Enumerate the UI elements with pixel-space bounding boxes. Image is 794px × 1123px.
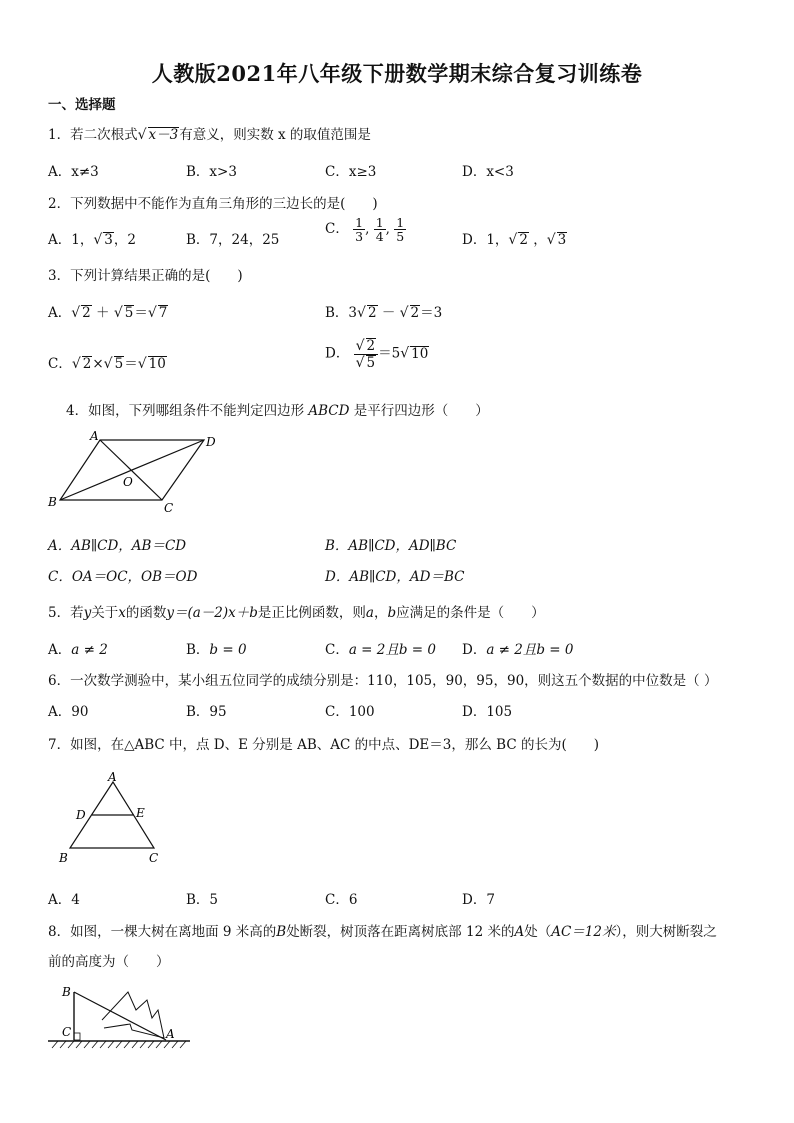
triangle-figure: [50, 770, 170, 870]
label-c: C: [164, 501, 174, 515]
page-title: 人教版2021年八年级下册数学期末综合复习训练卷: [151, 61, 643, 86]
q2-option-a: A．1，√ 3，2: [48, 232, 136, 248]
q6-option-c: C．100: [325, 704, 375, 720]
parallelogram-figure: [44, 428, 234, 518]
q4-option-d: D．AB∥CD，AD＝BC: [325, 569, 465, 585]
label-c: C: [149, 851, 159, 865]
q4-option-c: C．OA＝OC，OB＝OD: [48, 569, 198, 585]
label-d: D: [76, 808, 86, 822]
radicand: x－3: [148, 127, 179, 143]
q5-option-b: B．b = 0: [186, 642, 247, 658]
question-1-stem: 1．若二次根式√ x－3有意义，则实数 x 的取值范围是: [48, 127, 371, 143]
q5-option-a: A．a ≠ 2: [48, 642, 108, 658]
q6-option-b: B．95: [186, 704, 227, 720]
q3-option-c: C．√ 2×√ 5＝√ 10: [48, 356, 166, 372]
q5-option-d: D．a ≠ 2且b = 0: [462, 642, 574, 658]
q1-option-d: D．x<3: [462, 164, 514, 180]
label-e: E: [136, 806, 145, 820]
question-8-stem-line1: 8．如图，一棵大树在离地面 9 米高的B处断裂，树顶落在距离树底部 12 米的A处（AC＝12米），则大树断裂之: [48, 924, 717, 940]
label-d: D: [206, 435, 216, 449]
q2-option-d: D．1，√ 2 ，√ 3: [462, 232, 567, 248]
question-6-stem: 6．一次数学测验中，某小组五位同学的成绩分别是：110，105，90，95，90，则这五个数据的中位数是（ ）: [48, 673, 718, 689]
q5-option-c: C．a = 2且b = 0: [325, 642, 437, 658]
q7-option-c: C．6: [325, 892, 358, 908]
label-o: O: [123, 475, 133, 489]
label-c: C: [62, 1025, 72, 1039]
section-heading: 一、选择题: [48, 97, 116, 113]
q4-option-a: A．AB∥CD，AB＝CD: [48, 538, 187, 554]
q3-option-b: B．3√ 2 － √ 2＝3: [325, 305, 443, 321]
question-8-stem-line2: 前的高度为（ ）: [48, 954, 170, 970]
label-a: A: [166, 1027, 175, 1041]
q1-option-b: B．x>3: [186, 164, 237, 180]
question-3-stem: 3．下列计算结果正确的是( ): [48, 268, 243, 284]
label-a: A: [90, 429, 99, 443]
label-a: A: [108, 770, 117, 784]
q7-option-a: A．4: [48, 892, 80, 908]
q6-option-a: A．90: [48, 704, 89, 720]
q1-option-a: A．x≠3: [48, 164, 99, 180]
question-4-stem: 4．如图，下列哪组条件不能判定四边形 ABCD 是平行四边形（ ）: [66, 403, 489, 419]
q4-option-b: B．AB∥CD，AD∥BC: [325, 538, 457, 554]
broken-tree-figure: [44, 980, 194, 1055]
q3-option-a: A．√ 2 ＋ √ 5＝√ 7: [48, 305, 168, 321]
q1-option-c: C．x≥3: [325, 164, 377, 180]
q3-option-d: D． $\frac{√ 2}{√ 5}$ ＝5√ 10: [325, 338, 429, 371]
label-b: B: [59, 851, 68, 865]
question-5-stem: 5．若y关于x的函数y＝(a－2)x＋b是正比例函数，则a，b应满足的条件是（ ）: [48, 605, 545, 621]
q7-option-b: B．5: [186, 892, 219, 908]
q2-option-b: B．7，24，25: [186, 232, 280, 248]
label-b: B: [48, 495, 57, 509]
label-b: B: [62, 985, 71, 999]
q2-option-c: C． $\frac{1}{3}$ , $\frac{1}{4}$ , $\frac{1}{5}$: [325, 215, 405, 245]
question-7-stem: 7．如图，在△ABC 中，点 D、E 分别是 AB、AC 的中点、DE＝3，那么 BC 的长为( ): [48, 737, 599, 753]
question-2-stem: 2．下列数据中不能作为直角三角形的三边长的是( ): [48, 196, 378, 212]
q6-option-d: D．105: [462, 704, 513, 720]
q7-option-d: D．7: [462, 892, 495, 908]
